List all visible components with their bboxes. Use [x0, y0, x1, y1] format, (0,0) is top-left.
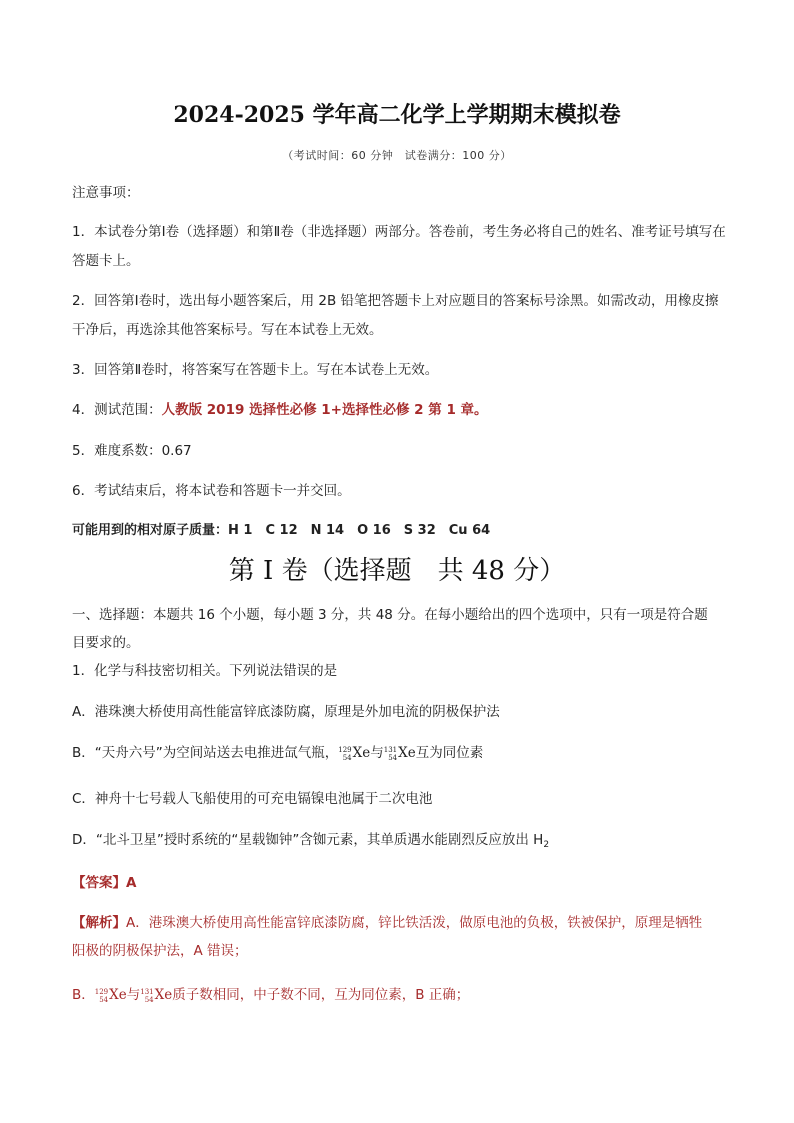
notice-item-4 [72, 400, 488, 420]
test-range: 人教版 2019 选择性必修 1+选择性必修 2 第 1 章。 [161, 402, 488, 418]
answer-label: 【答案】 [72, 875, 126, 891]
answer-value: A [126, 875, 137, 891]
a-iso2-z: 54 [144, 995, 154, 1004]
a-iso1-mass: 129 [94, 987, 109, 996]
a-iso1-symbol: Xe [109, 987, 127, 1003]
option-b-prefix: B．“天舟六号”为空间站送去电推进氙气瓶， [72, 745, 339, 761]
answer [72, 873, 136, 893]
option-d-subscript: 2 [543, 840, 550, 850]
analysis-line-1 [72, 913, 702, 933]
a-iso2-mass: 131 [140, 987, 154, 996]
analysis-isotope-xe-131 [140, 985, 172, 1005]
option-b-suffix: 互为同位素 [415, 745, 484, 761]
analysis-line-2: 阳极的阴极保护法，A 错误； [72, 943, 248, 959]
iso2-z: 54 [388, 753, 398, 762]
analysis-b-prefix: B． [72, 987, 95, 1003]
notice-item-2: 2．回答第Ⅰ卷时，选出每小题答案后，用 2B 铅笔把答题卡上对应题目的答案标号涂黑。如需改动，用橡皮擦干净后，再选涂其他答案标号。写在本试卷上无效。 [72, 293, 719, 338]
isotope-conjunction: 与 [370, 745, 384, 761]
section-title: 第 I 卷（选择题 共 48 分） [228, 556, 566, 586]
analysis-isotope-xe-129 [95, 985, 127, 1005]
isotope-xe-129 [338, 743, 370, 763]
iso1-z: 54 [342, 753, 352, 762]
analysis-text-1: A．港珠澳大桥使用高性能富锌底漆防腐，锌比铁活泼，做原电池的负极，铁被保护，原理是牺牲 [126, 915, 703, 931]
option-d [72, 830, 549, 855]
question-stem: 1．化学与科技密切相关。下列说法错误的是 [72, 663, 338, 679]
notice-heading: 注意事项： [72, 185, 140, 201]
iso1-mass: 129 [338, 745, 352, 754]
notice-item-4-prefix: 4．测试范围： [72, 402, 162, 418]
page-title: 2024-2025 学年高二化学上学期期末模拟卷 [173, 102, 621, 128]
option-c: C．神舟十七号载人飞船使用的可充电镉镍电池属于二次电池 [72, 791, 433, 807]
analysis-b-suffix: 质子数相同，中子数不同，互为同位素，B 正确； [172, 987, 470, 1003]
notice-item-1: 1．本试卷分第Ⅰ卷（选择题）和第Ⅱ卷（非选择题）两部分。答卷前，考生务必将自己的姓名、准考证号填写在答题卡上。 [72, 224, 726, 269]
instructions-line-1: 一、选择题：本题共 16 个小题，每小题 3 分，共 48 分。在每小题给出的四个选项中，只有一项是符合题 [72, 607, 708, 623]
iso2-symbol: Xe [398, 745, 416, 761]
isotope-xe-131 [384, 743, 416, 763]
iso2-mass: 131 [383, 745, 398, 754]
a-iso2-symbol: Xe [154, 987, 173, 1003]
option-d-text: D．“北斗卫星”授时系统的“星载铷钟”含铷元素，其单质遇水能剧烈反应放出 H [72, 832, 544, 848]
notice-item-3: 3．回答第Ⅱ卷时，将答案写在答题卡上。写在本试卷上无效。 [72, 362, 439, 378]
analysis-line-3 [72, 985, 469, 1005]
exam-info: （考试时间：60 分钟 试卷满分：100 分） [282, 149, 512, 162]
atomic-masses: 可能用到的相对原子质量：H 1 C 12 N 14 O 16 S 32 Cu 64 [72, 523, 491, 538]
analysis-conjunction: 与 [126, 987, 141, 1003]
instructions-line-2: 目要求的。 [72, 635, 140, 651]
notice-item-6: 6．考试结束后，将本试卷和答题卡一并交回。 [72, 483, 351, 499]
analysis-label: 【解析】 [72, 915, 126, 931]
iso1-symbol: Xe [352, 745, 371, 761]
notice-item-5: 5．难度系数：0.67 [72, 443, 192, 459]
a-iso1-z: 54 [99, 995, 109, 1004]
option-a: A．港珠澳大桥使用高性能富锌底漆防腐，原理是外加电流的阴极保护法 [72, 704, 500, 720]
option-b [72, 743, 483, 763]
